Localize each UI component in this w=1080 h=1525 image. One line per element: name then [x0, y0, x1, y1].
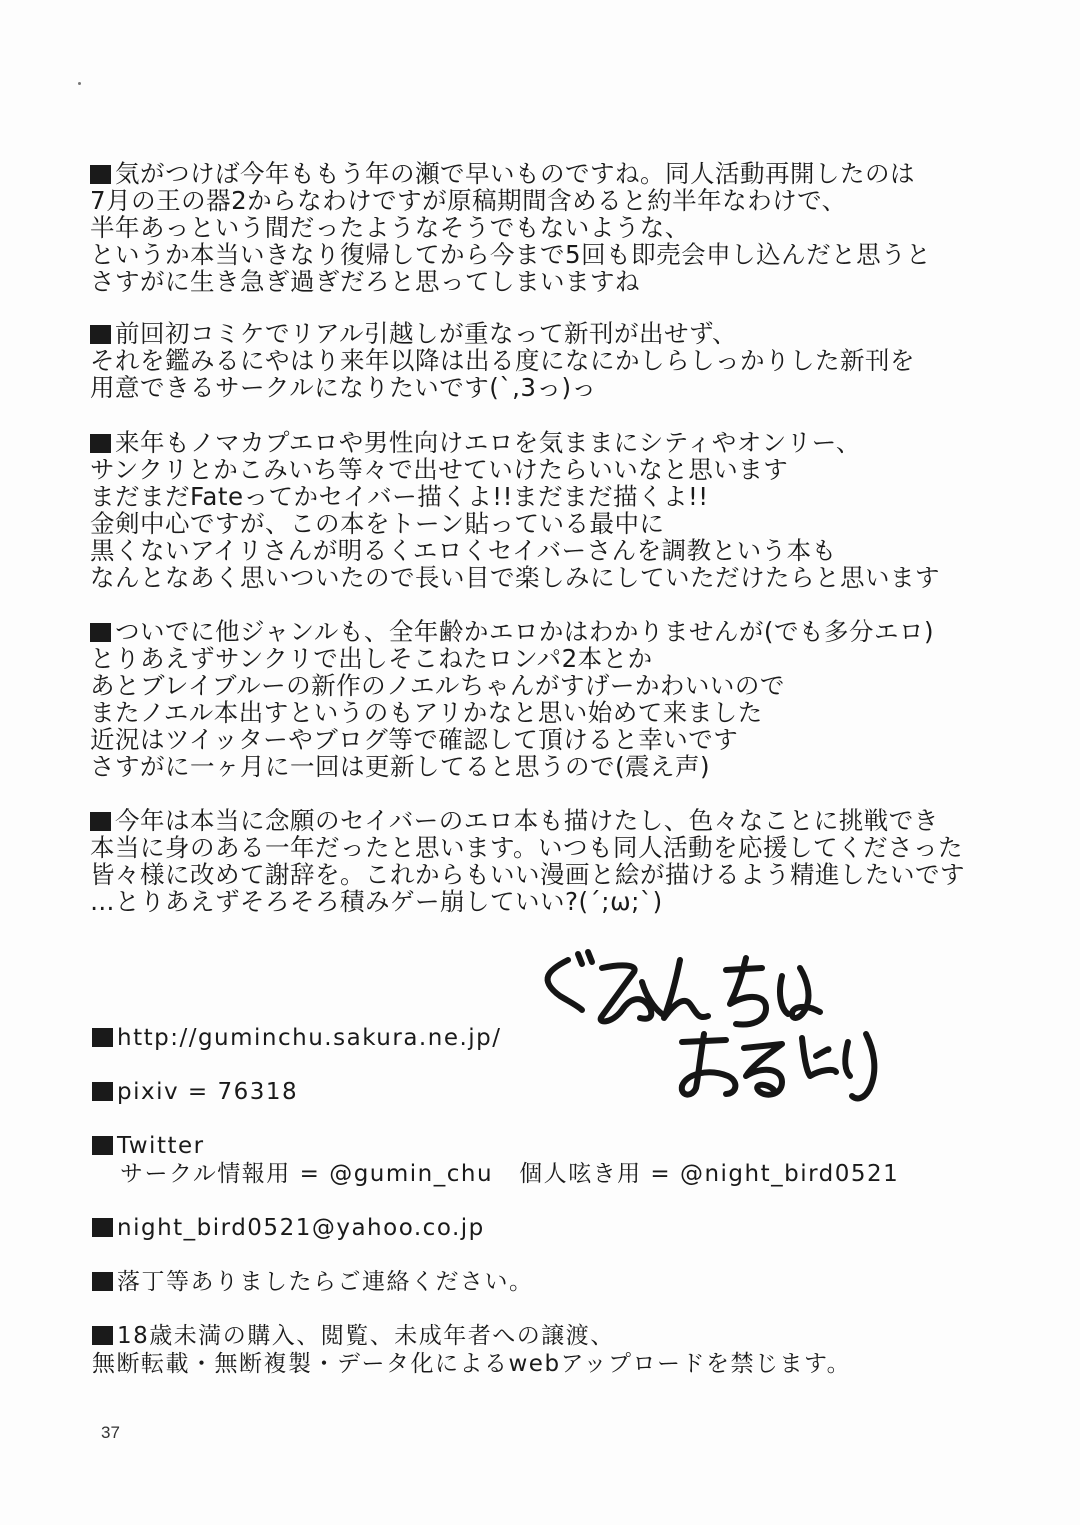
square-bullet-icon: [92, 1326, 113, 1345]
paragraph-line: さすがに生き急ぎ過ぎだろと思ってしまいますね: [90, 267, 640, 296]
stray-dot: [78, 82, 81, 85]
paragraph-line: 7月の王の器2からなわけですが原稿期間含めると約半年なわけで、: [90, 186, 847, 215]
paragraph-line: とりあえずサンクリで出しそこねたロンパ2本とか: [90, 644, 653, 673]
pixiv-id: [92, 1078, 298, 1106]
website-url: [92, 1024, 502, 1052]
paragraph-line: あとブレイブルーの新作のノエルちゃんがすげーかわいいので: [90, 671, 785, 700]
paragraph-line: というか本当いきなり復帰してから今まで5回も即売会申し込んだと思うと: [90, 240, 932, 269]
paragraph-line: さすがに一ヶ月に一回は更新してると思うので(震え声): [90, 752, 711, 781]
square-bullet-icon: [90, 812, 111, 831]
paragraph-line: [90, 160, 931, 187]
paragraph-line: 半年あっという間だったようなそうでもないような、: [90, 213, 690, 242]
paragraph-thanks: [90, 807, 965, 915]
paragraph-line: 金剣中心ですが、この本をトーン貼っている最中に: [90, 509, 665, 538]
legal-notice-text: 18歳未満の購入、閲覧、未成年者への譲渡、: [117, 1323, 615, 1349]
page-number: 37: [101, 1423, 120, 1442]
paragraph-line: …とりあえずそろそろ積みゲー崩していい?(´;ω;`): [90, 887, 663, 916]
paragraph-year-end: [90, 160, 931, 295]
paragraph-line: なんとなあく思いついたので長い目で楽しみにしていただけたらと思います: [90, 563, 940, 592]
paragraph-line: サンクリとかこみいち等々で出せていけたらいいなと思います: [90, 455, 789, 484]
email-address-text: night_bird0521@yahoo.co.jp: [117, 1215, 485, 1241]
paragraph-line: それを鑑みるにやはり来年以降は出る度になにかしらしっかりした新刊を: [90, 346, 915, 375]
twitter-heading-text: Twitter: [117, 1133, 205, 1159]
paragraph-text: 今年は本当に念願のセイバーのエロ本も描けたし、色々なことに挑戦でき: [115, 806, 939, 835]
legal-notice-line: 無断転載・無断複製・データ化によるwebアップロードを禁じます。: [92, 1351, 852, 1377]
defect-notice: [92, 1268, 534, 1296]
twitter-heading: [92, 1132, 899, 1160]
paragraph-line: [90, 320, 915, 347]
square-bullet-icon: [90, 325, 111, 344]
square-bullet-icon: [90, 165, 111, 184]
paragraph-comiket: [90, 320, 915, 401]
paragraph-line: [90, 618, 934, 645]
paragraph-text: 前回初コミケでリアル引越しが重なって新刊が出せず、: [115, 319, 738, 348]
defect-notice-text: 落丁等ありましたらご連絡ください。: [117, 1269, 534, 1295]
square-bullet-icon: [90, 623, 111, 642]
paragraph-line: 黒くないアイリさんが明るくエロくセイバーさんを調教という本も: [90, 536, 837, 565]
email-address: [92, 1214, 485, 1242]
paragraph-text: 来年もノマカプエロや男性向けエロを気ままにシティやオンリー、: [115, 428, 861, 457]
paragraph-line: またノエル本出すというのもアリかなと思い始めて来ました: [90, 698, 763, 727]
square-bullet-icon: [90, 434, 111, 453]
twitter-handles: [92, 1160, 899, 1188]
paragraph-text: 気がつけば今年ももう年の瀬で早いものですね。同人活動再開したのは: [115, 159, 915, 188]
paragraph-line: まだまだFateってかセイバー描くよ!!まだまだ描くよ!!: [90, 482, 709, 511]
paragraph-next-year: [90, 429, 940, 591]
paragraph-line: 近況はツイッターやブログ等で確認して頂けると幸いです: [90, 725, 739, 754]
legal-notice-line: [92, 1322, 851, 1350]
twitter-accounts: [92, 1132, 899, 1188]
twitter-personal-handle: 個人呟き用 = @night_bird0521: [519, 1161, 900, 1187]
square-bullet-icon: [92, 1082, 113, 1101]
paragraph-text: ついでに他ジャンルも、全年齢かエロかはわかりませんが(でも多分エロ): [115, 617, 935, 646]
paragraph-line: 用意できるサークルになりたいです(`,3っ)っ: [90, 373, 597, 402]
paragraph-line: 本当に身のある一年だったと思います。いつも同人活動を応援してくださった: [90, 833, 964, 862]
paragraph-line: [90, 807, 965, 834]
pixiv-id-text: pixiv = 76318: [117, 1079, 299, 1105]
square-bullet-icon: [92, 1028, 113, 1047]
paragraph-other-genres: [90, 618, 934, 780]
square-bullet-icon: [92, 1272, 113, 1291]
paragraph-line: 皆々様に改めて謝辞を。これからもいい漫画と絵が描けるよう精進したいです: [90, 860, 965, 889]
square-bullet-icon: [92, 1136, 113, 1155]
paragraph-line: [90, 429, 940, 456]
twitter-circle-handle: サークル情報用 = @gumin_chu: [120, 1161, 494, 1187]
website-url-text: http://guminchu.sakura.ne.jp/: [117, 1025, 502, 1051]
legal-notice: [92, 1322, 851, 1378]
handwritten-signature: [530, 938, 900, 1108]
square-bullet-icon: [92, 1218, 113, 1237]
